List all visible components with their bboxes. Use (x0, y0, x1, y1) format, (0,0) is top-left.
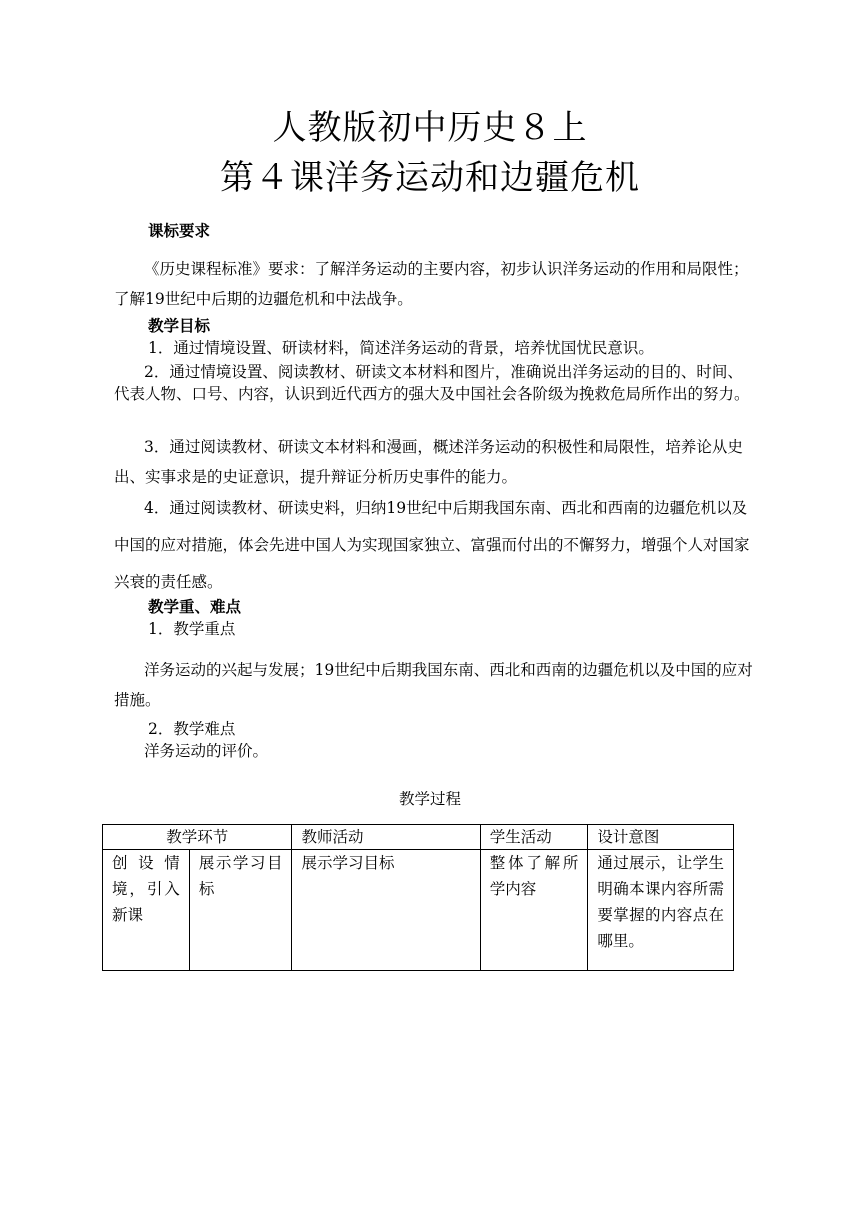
process-title: 教学过程 (398, 790, 461, 808)
curriculum-text: 《历史课程标准》要求：了解洋务运动的主要内容，初步认识洋务运动的作用和局限性；了解19世纪中后期的边疆危机和中法战争。 (114, 260, 749, 308)
document-title-line1: 人教版初中历史８上 (272, 108, 588, 148)
objective-item-3: 3．通过阅读教材、研读文本材料和漫画，概述洋务运动的积极性和局限性，培养论从史出、实事求是的史证意识，提升辩证分析历史事件的能力。 (114, 438, 743, 486)
cell-step: 展示学习目标 (189, 850, 292, 971)
cell-teacher: 展示学习目标 (292, 850, 480, 971)
curriculum-heading: 课标要求 (148, 221, 211, 240)
difficulty-label: 2．教学难点 (148, 720, 236, 738)
focus-label: 1．教学重点 (148, 620, 236, 638)
difficulty-text: 洋务运动的评价。 (144, 742, 269, 760)
header-student: 学生活动 (480, 825, 588, 850)
header-teacher: 教师活动 (292, 825, 480, 850)
focus-text: 洋务运动的兴起与发展；19世纪中后期我国东南、西北和西南的边疆危机以及中国的应对措施。 (114, 661, 753, 709)
objectives-heading: 教学目标 (148, 316, 211, 335)
table-header-row (103, 825, 734, 850)
table-row (103, 850, 734, 971)
cell-stage: 创设情境，引入新课 (103, 850, 190, 971)
header-stage: 教学环节 (103, 825, 292, 850)
document-title-line2: 第４课洋务运动和边疆危机 (220, 158, 640, 198)
objective-item-2: 2．通过情境设置、阅读教材、研读文本材料和图片，准确说出洋务运动的目的、时间、代表人物、口号、内容，认识到近代西方的强大及中国社会各阶级为挽救危局所作出的努力。 (114, 363, 750, 403)
objective-item-4: 4．通过阅读教材、研读史料，归纳19世纪中后期我国东南、西北和西南的边疆危机以及中国的应对措施，体会先进中国人为实现国家独立、富强而付出的不懈努力，增强个人对国家兴衰的责任感。 (114, 499, 750, 591)
objective-item-1: 1．通过情境设置、研读材料，简述洋务运动的背景，培养忧国忧民意识。 (148, 339, 654, 357)
key-points-heading: 教学重、难点 (148, 597, 242, 616)
header-intent: 设计意图 (588, 825, 734, 850)
cell-intent: 通过展示，让学生明确本课内容所需要掌握的内容点在哪里。 (588, 850, 734, 971)
cell-student: 整体了解所学内容 (480, 850, 588, 971)
process-table (102, 824, 734, 971)
